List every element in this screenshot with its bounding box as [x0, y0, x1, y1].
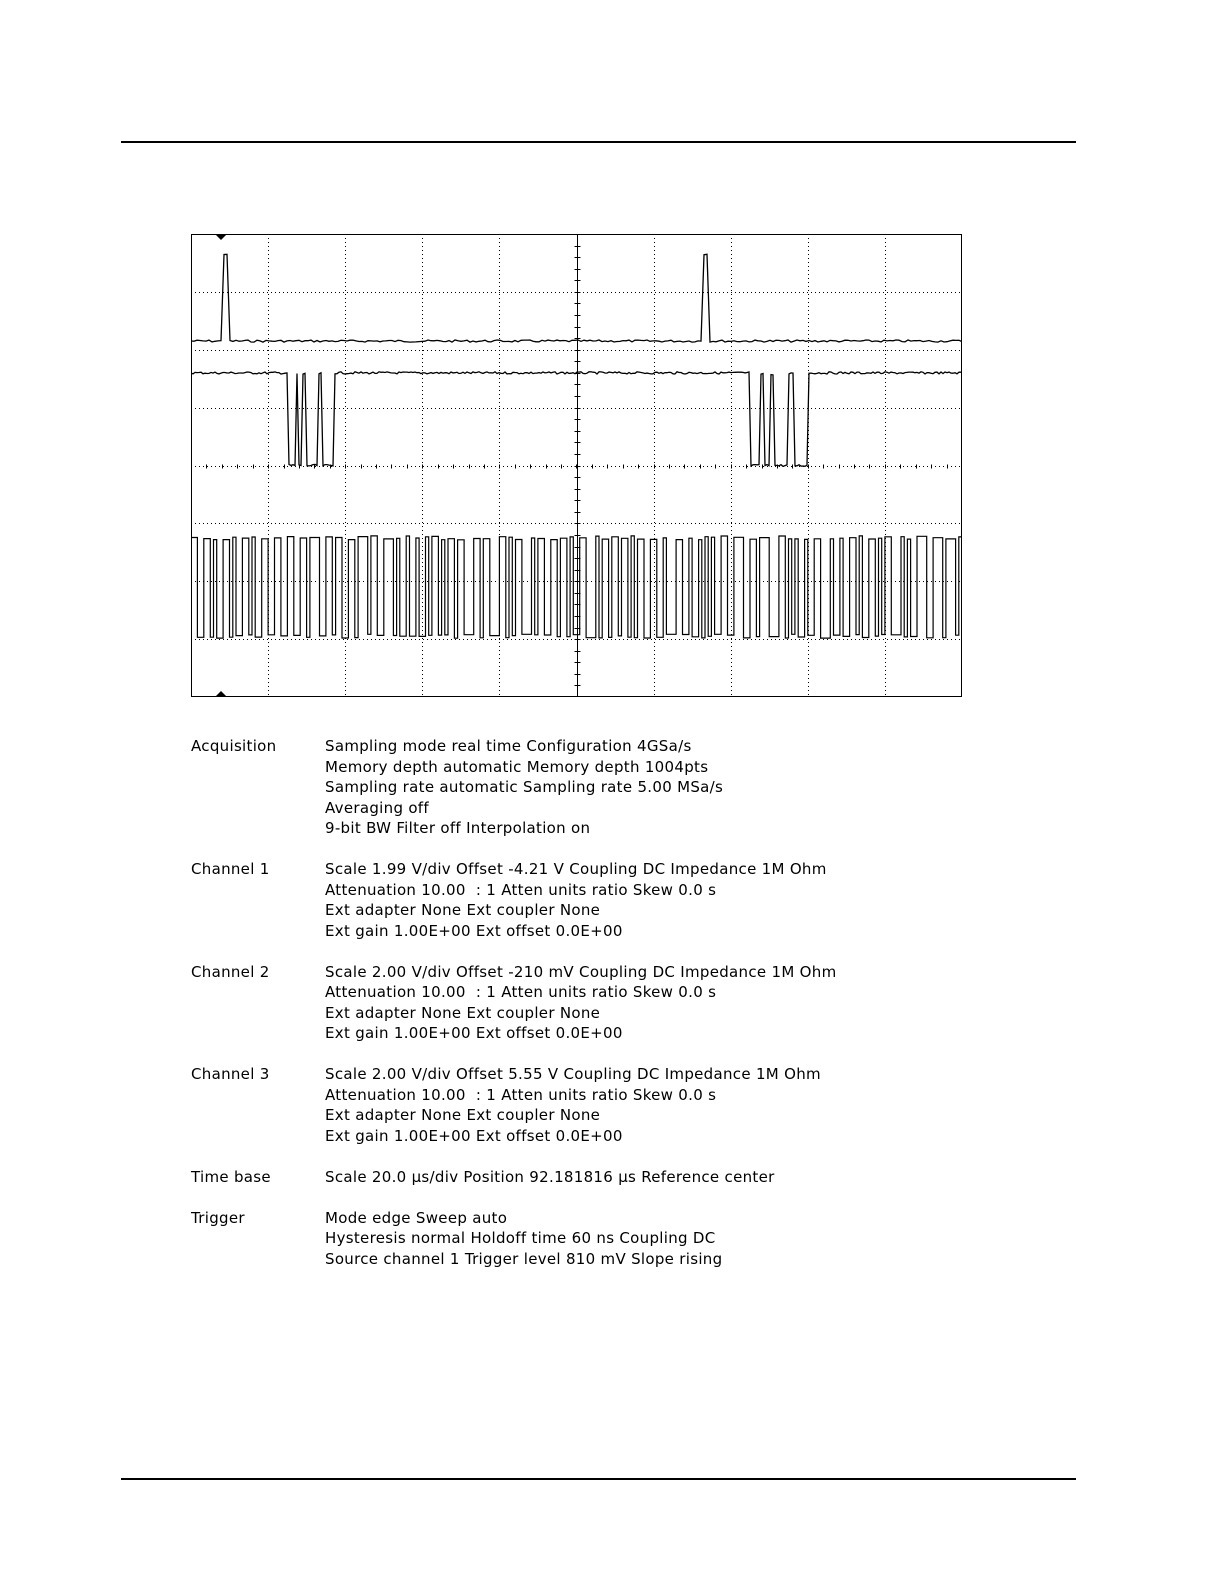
settings-section-lines [325, 1064, 951, 1146]
settings-line: Sampling rate automatic Sampling rate 5.00 MSa/s [325, 778, 724, 796]
settings-section-channel-3 [191, 1064, 951, 1146]
scope-traces [191, 254, 962, 638]
channel-3-trace [191, 536, 962, 638]
header-rule [121, 141, 1076, 143]
settings-section-lines [325, 859, 951, 941]
settings-section-label: Time base [191, 1167, 271, 1186]
settings-line: Scale 2.00 V/div Offset -210 mV Coupling DC Impedance 1M Ohm [325, 962, 837, 981]
settings-section-label: Trigger [191, 1208, 245, 1227]
settings-section-lines [325, 962, 951, 1044]
settings-line: Ext adapter None Ext coupler None [325, 1003, 601, 1022]
settings-section-trigger [191, 1208, 951, 1270]
settings-line: Attenuation 10.00 : 1 Atten units ratio Skew 0.0 s [325, 880, 717, 899]
footer-rule [121, 1478, 1076, 1480]
settings-line: Averaging off [325, 798, 429, 817]
top-marker-icon [216, 235, 226, 240]
settings-line: 9-bit BW Filter off Interpolation on [325, 819, 591, 837]
bottom-marker-icon [216, 691, 226, 696]
settings-line: Attenuation 10.00 : 1 Atten units ratio Skew 0.0 s [325, 983, 717, 1001]
settings-line: Memory depth automatic Memory depth 1004pts [325, 757, 709, 776]
settings-line: Attenuation 10.00 : 1 Atten units ratio Skew 0.0 s [325, 1085, 717, 1104]
oscilloscope-display [191, 234, 962, 697]
settings-line: Ext adapter None Ext coupler None [325, 901, 601, 919]
settings-section-label: Channel 2 [191, 962, 270, 981]
settings-line: Scale 1.99 V/div Offset -4.21 V Coupling DC Impedance 1M Ohm [325, 860, 827, 878]
settings-line: Scale 2.00 V/div Offset 5.55 V Coupling DC Impedance 1M Ohm [325, 1065, 821, 1083]
settings-section-lines [325, 1208, 951, 1270]
settings-section-label: Channel 1 [191, 860, 270, 878]
settings-line: Ext gain 1.00E+00 Ext offset 0.0E+00 [325, 921, 623, 940]
settings-section-label: Channel 3 [191, 1065, 270, 1083]
settings-section-lines [325, 736, 951, 839]
settings-section-time-base [191, 1167, 951, 1188]
settings-section-channel-1 [191, 859, 951, 941]
settings-list [191, 736, 951, 1290]
settings-line: Hysteresis normal Holdoff time 60 ns Coupling DC [325, 1229, 716, 1247]
settings-section-acquisition [191, 736, 951, 839]
settings-section-lines [325, 1167, 951, 1188]
settings-line: Ext gain 1.00E+00 Ext offset 0.0E+00 [325, 1024, 623, 1042]
settings-line: Source channel 1 Trigger level 810 mV Slope rising [325, 1249, 723, 1268]
settings-section-label: Acquisition [191, 737, 277, 755]
settings-line: Ext adapter None Ext coupler None [325, 1106, 601, 1124]
channel-1-trace [191, 254, 962, 342]
settings-line: Ext gain 1.00E+00 Ext offset 0.0E+00 [325, 1126, 623, 1145]
settings-line: Mode edge Sweep auto [325, 1208, 508, 1227]
settings-line: Sampling mode real time Configuration 4GSa/s [325, 737, 692, 755]
settings-line: Scale 20.0 µs/div Position 92.181816 µs Reference center [325, 1167, 775, 1186]
settings-section-channel-2 [191, 962, 951, 1044]
